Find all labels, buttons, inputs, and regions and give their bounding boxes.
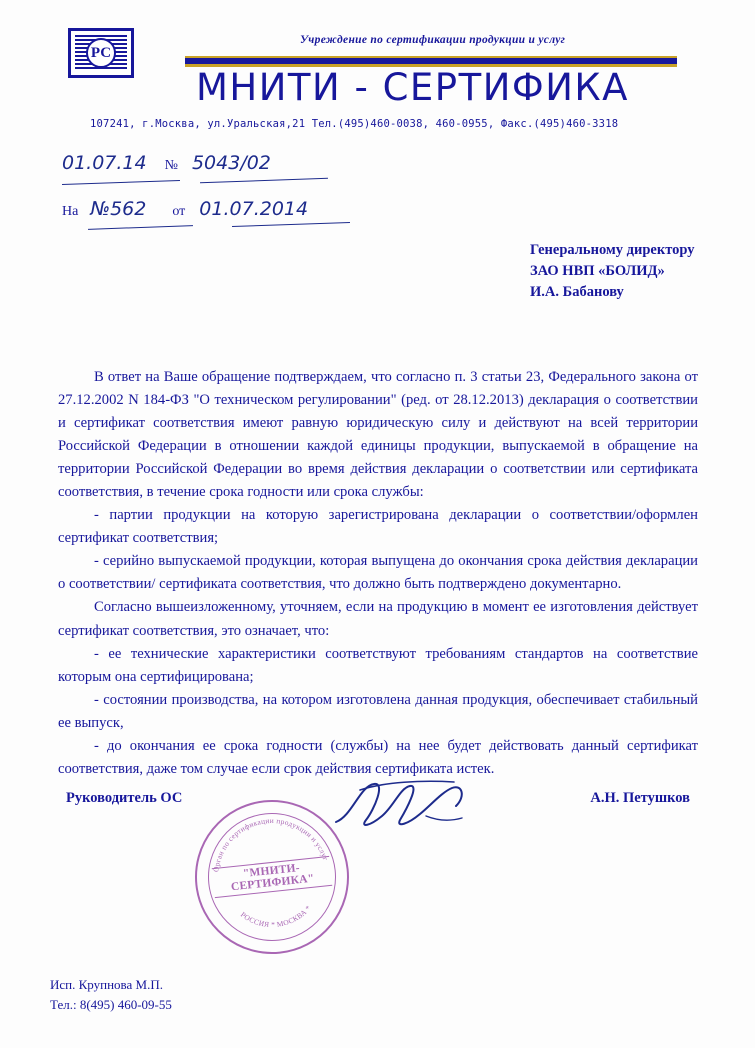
stamp-center-text: [212, 856, 332, 898]
reference-number-label: №: [164, 158, 178, 173]
organization-logo: [68, 28, 134, 78]
addressee-block: [530, 240, 745, 303]
body-paragraph: - партии продукции на которую зарегистрирована декларации о соответствии/оформлен сертификат соответствия;: [58, 507, 698, 547]
svg-text:РОССИЯ * МОСКВА *: РОССИЯ * МОСКВА *: [238, 903, 313, 930]
body-paragraph: - до окончания ее срока годности (службы) на нее будет действовать данный сертификат соответствия, даже том случае если срок действия сертификата истек.: [58, 737, 698, 777]
body-paragraph: - состоянии производства, на котором изготовлена данная продукция, обеспечивает стабильный ее выпуск,: [58, 691, 698, 731]
letterhead-title: МНИТИ - СЕРТИФИКА: [196, 66, 629, 109]
reference-date-handwritten: 01.07.14: [62, 152, 147, 174]
reference-from-underline: [232, 222, 350, 228]
addressee-line-2: ЗАО НВП «БОЛИД»: [530, 263, 665, 280]
reference-from-handwritten: 01.07.2014: [199, 198, 309, 220]
reference-from-label: от: [172, 204, 186, 219]
svg-text:Орган по сертификации продукци: Орган по сертификации продукции и услуг: [211, 815, 331, 873]
reference-line-outgoing: [62, 152, 271, 174]
body-paragraph: Согласно вышеизложенному, уточняем, если на продукцию в момент ее изготовления действует сертификат соответствия, это означает, что:: [58, 599, 698, 639]
reference-number-underline: [200, 178, 328, 184]
reference-on-handwritten: №562: [90, 198, 147, 220]
logo-monogram: РС: [86, 38, 116, 68]
stamp-center-label: "МНИТИ-СЕРТИФИКА": [212, 856, 332, 898]
letterhead-tagline: Учреждение по сертификации продукции и услуг: [300, 34, 566, 46]
reference-on-underline: [88, 225, 193, 230]
footer-executor: Исп. Крупнова М.П.: [50, 977, 163, 992]
letterhead: [0, 0, 755, 140]
footer-phone: Тел.: 8(495) 460-09-55: [50, 996, 172, 1012]
certification-stamp: [187, 792, 356, 961]
reference-on-label: На: [62, 204, 79, 219]
logo-stripes-icon: [75, 35, 127, 71]
stamp-arc-text: [190, 795, 355, 960]
signatory-name: А.Н. Петушков: [590, 790, 690, 806]
body-paragraph: - ее технические характеристики соответствуют требованиям стандартов на соответствие которым она сертифицирована;: [58, 645, 698, 685]
signatory-position: Руководитель ОС: [66, 790, 183, 806]
addressee-line-1: Генеральному директору: [530, 242, 695, 258]
reference-number-handwritten: 5043/02: [191, 152, 271, 174]
reference-date-underline: [62, 180, 180, 186]
reference-line-incoming: [62, 198, 308, 220]
addressee-line-3: И.А. Бабанову: [530, 284, 624, 301]
body-paragraph: В ответ на Ваше обращение подтверждаем, что согласно п. 3 статьи 23, Федерального закона от 27.12.2002 N 184-ФЗ "О техническом регулировании" (ред. от 28.12.2013) декларация о соответствии и сертификат соответствия имеют равную юридическую силу и действуют на всей территории Российской Федерации в отношении каждой единицы продукции, выпускаемой в обращение на территории Российской Федерации во время действия декларации о соответствии или сертификата соответствия, в течение срока годности или срока службы:: [58, 369, 698, 501]
document-footer: [50, 975, 172, 1014]
letterhead-contacts: 107241, г.Москва, ул.Уральская,21 Тел.(495)460-0038, 460-0955, Факс.(495)460-3318: [90, 118, 619, 130]
letter-body: [58, 366, 698, 781]
body-paragraph: - серийно выпускаемой продукции, которая выпущена до окончания срока действия декларации о соответствии/ сертификата соответствия, что должно быть подтверждено документарно.: [58, 553, 698, 593]
handwritten-signature: [330, 776, 470, 836]
